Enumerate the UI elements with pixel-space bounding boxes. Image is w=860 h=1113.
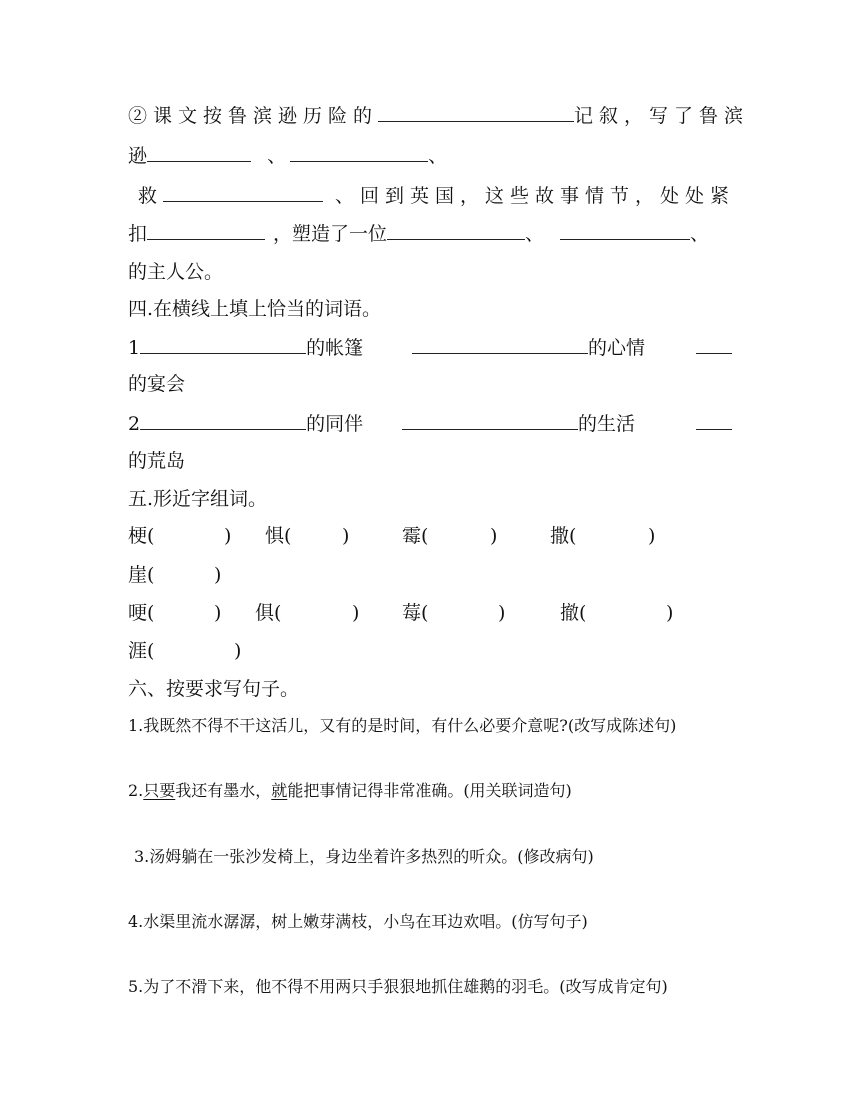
- section-4-title: 四.在横线上填上恰当的词语。: [128, 298, 382, 320]
- char-pair: [128, 524, 154, 548]
- text-segment: ): [498, 602, 506, 624]
- answer-blank[interactable]: [290, 143, 428, 162]
- text-segment: ): [214, 564, 222, 586]
- q3-text: 扣: [128, 223, 148, 245]
- char-pair-close: [342, 524, 349, 548]
- phrase-text: 的心情: [588, 337, 646, 359]
- sentence-task-5: 5.为了不滑下来，他不得不用两只手狠狠地抓住雄鹅的羽毛。(改写成肯定句): [128, 977, 668, 996]
- q3-text: ②课文按鲁滨逊历险的: [128, 105, 379, 127]
- text-segment: 梗(: [128, 525, 155, 547]
- phrase-text: 的同伴: [306, 413, 364, 435]
- text-segment: 霉(: [402, 525, 429, 547]
- char-pair: [265, 524, 291, 548]
- fill-row-1-b: [412, 335, 645, 360]
- row-number: 2: [128, 413, 141, 435]
- sentence-task-3: 3.汤姆躺在一张沙发椅上，身边坐着许多热烈的听众。(修改病句): [134, 847, 594, 866]
- q3-line-5: [128, 260, 223, 284]
- answer-blank[interactable]: [412, 335, 588, 354]
- text-segment: ): [234, 640, 242, 662]
- fill-row-1-c-text: 的宴会: [128, 373, 186, 395]
- char-pair: [402, 524, 428, 548]
- fill-row-2-c: [696, 411, 732, 436]
- char-pair: [128, 563, 154, 587]
- sentence-task-2: [128, 779, 572, 803]
- q3-text: 救: [138, 185, 164, 207]
- char-pair-close: [666, 601, 673, 625]
- char-pair: [128, 601, 154, 625]
- answer-blank[interactable]: [696, 335, 732, 354]
- char-pair-close: [648, 524, 655, 548]
- q3-text: 记叙，写了鲁滨: [574, 105, 750, 127]
- section-5-title: 五.形近字组词。: [128, 488, 268, 510]
- q3-line-4: [128, 221, 709, 246]
- text-segment: 能把事情记得非常准确。(用关联词造句): [287, 781, 572, 800]
- answer-blank[interactable]: [378, 103, 574, 122]
- phrase-text: 的生活: [578, 413, 636, 435]
- text-segment: 撒(: [550, 525, 577, 547]
- q3-line-1: [128, 103, 749, 128]
- char-pair: [402, 601, 428, 625]
- sentence-task-1: 1.我既然不得不干这活儿，又有的是时间，有什么必要介意呢?(改写成陈述句): [128, 716, 677, 735]
- answer-blank[interactable]: [147, 143, 251, 162]
- char-pair: [560, 601, 586, 625]
- q3-text: ，塑造了一位: [273, 223, 388, 245]
- q3-text: 逊: [128, 145, 148, 167]
- text-segment: ): [648, 525, 656, 547]
- q3-line-3: [138, 183, 735, 208]
- underlined-connective: 只要: [143, 781, 176, 800]
- char-pair: [128, 639, 154, 663]
- q3-line-2: [128, 143, 447, 168]
- answer-blank[interactable]: [140, 335, 306, 354]
- char-pair: [550, 524, 576, 548]
- section-6-title: 六、按要求写句子。: [128, 678, 300, 700]
- q3-text: 、回到英国，这些故事情节，处处紧: [335, 185, 736, 207]
- answer-blank[interactable]: [147, 221, 265, 240]
- text-segment: 崖(: [128, 564, 155, 586]
- q3-text: 的主人公。: [128, 261, 224, 283]
- char-pair-close: [224, 524, 231, 548]
- text-segment: 俱(: [255, 602, 282, 624]
- text-segment: ): [342, 525, 350, 547]
- text-segment: ): [352, 602, 360, 624]
- row-number: 1: [128, 337, 141, 359]
- text-segment: 莓(: [402, 602, 429, 624]
- text-segment: ): [666, 602, 674, 624]
- answer-blank[interactable]: [387, 221, 525, 240]
- fill-row-2-c-text: 的荒岛: [128, 450, 186, 472]
- sentence-task-4: 4.水渠里流水潺潺，树上嫩芽满枝，小鸟在耳边欢唱。(仿写句子): [128, 912, 588, 931]
- answer-blank[interactable]: [560, 221, 690, 240]
- text-segment: 撤(: [560, 602, 587, 624]
- fill-row-2: [128, 411, 363, 436]
- answer-blank[interactable]: [402, 411, 578, 430]
- text-segment: ): [224, 525, 232, 547]
- char-pair-close: [490, 524, 497, 548]
- fill-row-1: [128, 335, 363, 360]
- q3-text: 、: [428, 145, 448, 167]
- answer-blank[interactable]: [140, 411, 306, 430]
- fill-row-2-b: [402, 411, 635, 436]
- text-segment: ): [490, 525, 498, 547]
- char-pair-close: [214, 601, 221, 625]
- fill-row-1-c: [696, 335, 732, 360]
- phrase-text: 的帐篷: [306, 337, 364, 359]
- q3-text: 、: [525, 223, 545, 245]
- char-pair: [255, 601, 281, 625]
- char-pair-close: [234, 639, 241, 663]
- text-segment: 2.: [128, 781, 144, 800]
- text-segment: 哽(: [128, 602, 155, 624]
- text-segment: 惧(: [265, 525, 292, 547]
- char-pair-close: [352, 601, 359, 625]
- underlined-connective: 就: [271, 781, 288, 800]
- text-segment: ): [214, 602, 222, 624]
- answer-blank[interactable]: [696, 411, 732, 430]
- answer-blank[interactable]: [163, 183, 323, 202]
- text-segment: 我还有墨水，: [175, 781, 272, 800]
- char-pair-close: [498, 601, 505, 625]
- char-pair-close: [214, 563, 221, 587]
- q3-text: 、: [690, 223, 710, 245]
- q3-text: 、: [267, 145, 287, 167]
- text-segment: 涯(: [128, 640, 155, 662]
